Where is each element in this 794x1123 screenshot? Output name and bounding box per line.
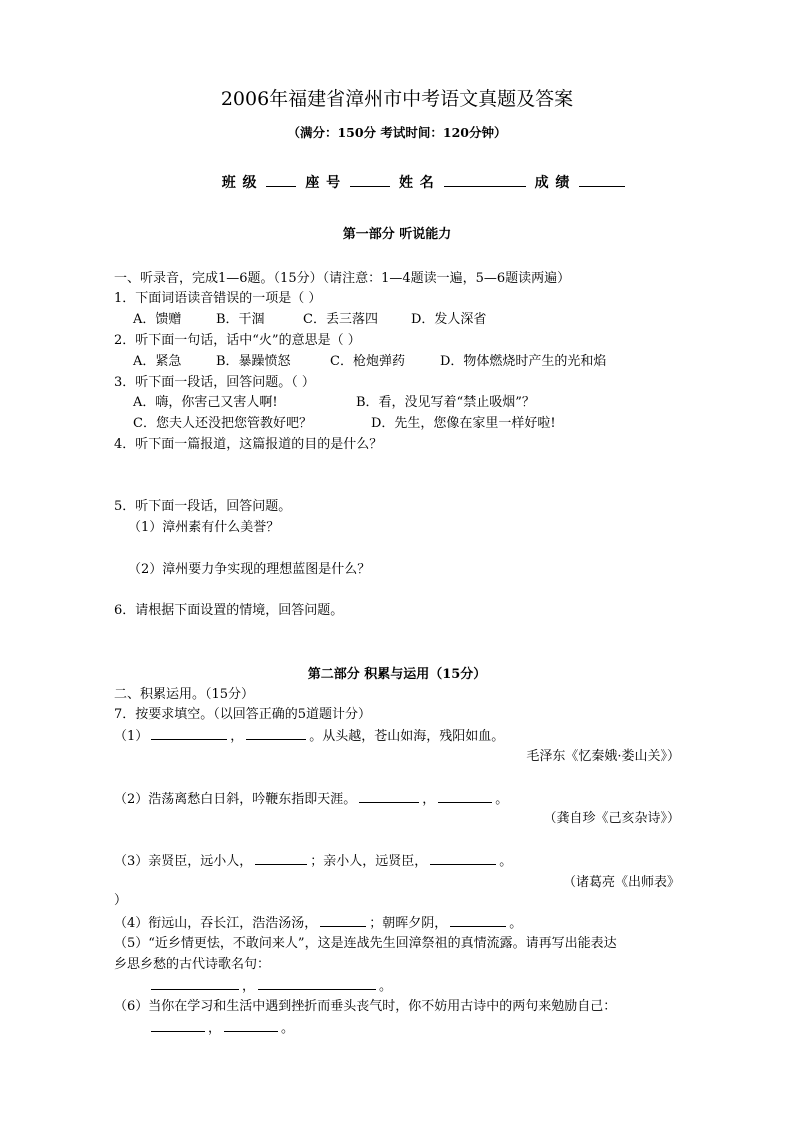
part2-heading: 第二部分 积累与运用（15分） bbox=[307, 667, 487, 682]
exam-subtitle: （满分：150分 考试时间：120分钟） bbox=[287, 125, 507, 140]
seat-label: 座 号 bbox=[305, 175, 342, 191]
q7-item-5-cont: 乡思乡愁的古代诗歌名句： bbox=[114, 957, 271, 972]
q1-option-a: A．馈赠 bbox=[133, 312, 182, 327]
q2-option-b: B．暴躁愤怒 bbox=[216, 354, 291, 369]
q1-option-c: C．丢三落四 bbox=[303, 312, 378, 327]
q7-3-source: （诸葛亮《出师表》 bbox=[562, 875, 680, 890]
part1-intro: 一、听录音，完成1—6题。（15分）（请注意：1—4题读一遍，5—6题读两遍） bbox=[114, 271, 571, 286]
q7-5-blank-b bbox=[258, 977, 376, 990]
q5-sub-1: （1）漳州素有什么美誉？ bbox=[128, 520, 280, 535]
question-6: 6．请根据下面设置的情境，回答问题。 bbox=[114, 603, 344, 618]
question-7: 7．按要求填空。（以回答正确的5道题计分） bbox=[114, 707, 372, 722]
q7-6-answer-line bbox=[148, 1019, 294, 1038]
question-1: 1．下面词语读音错误的一项是（ ） bbox=[114, 291, 322, 306]
q7-5-comma: ， bbox=[242, 979, 256, 994]
class-label: 班 级 bbox=[221, 175, 258, 191]
q7-6-comma: ， bbox=[208, 1021, 222, 1036]
question-4: 4．听下面一篇报道，这篇报道的目的是什么？ bbox=[114, 437, 383, 452]
q7-2-text: （2）浩荡离愁白日斜，吟鞭东指即天涯。 bbox=[114, 792, 357, 807]
q1-option-d: D．发人深省 bbox=[411, 312, 487, 327]
score-label: 成 绩 bbox=[534, 175, 571, 191]
page-title: 2006年福建省漳州市中考语文真题及答案 bbox=[220, 88, 574, 110]
q7-4-text-b: ；朝晖夕阴， bbox=[369, 916, 448, 931]
name-label: 姓 名 bbox=[398, 175, 435, 191]
q7-6-period: 。 bbox=[281, 1021, 295, 1036]
q7-1-blank-a bbox=[151, 727, 227, 740]
question-5: 5．听下面一段话，回答问题。 bbox=[114, 499, 292, 514]
q7-3-source-close: ） bbox=[114, 893, 128, 908]
q7-6-blank-a bbox=[151, 1019, 205, 1032]
q3-option-a: A．嗨，你害己又害人啊! bbox=[133, 395, 278, 410]
q7-2-period: 。 bbox=[495, 792, 509, 807]
q7-item-5: （5）“近乡情更怯，不敢问来人”，这是连战先生回漳祭祖的真情流露。请再写出能表达 bbox=[114, 936, 617, 951]
q2-option-a: A．紧急 bbox=[133, 354, 182, 369]
q7-item-2 bbox=[114, 790, 508, 809]
q2-option-d: D．物体燃烧时产生的光和焰 bbox=[440, 354, 607, 369]
question-3: 3．听下面一段话，回答问题。（ ） bbox=[114, 375, 315, 390]
q7-1-label: （1） bbox=[114, 729, 149, 744]
q7-item-4 bbox=[114, 914, 522, 933]
question-2: 2．听下面一句话，话中“火”的意思是（ ） bbox=[114, 333, 361, 348]
name-blank bbox=[444, 174, 526, 187]
q7-4-blank-a bbox=[320, 914, 366, 927]
q3-option-c: C．您夫人还没把您管教好吧？ bbox=[133, 416, 312, 431]
q7-1-comma: ， bbox=[230, 729, 244, 744]
q3-option-d: D．先生，您像在家里一样好啦! bbox=[371, 416, 556, 431]
q7-3-period: 。 bbox=[499, 854, 513, 869]
q7-item-3 bbox=[114, 852, 512, 871]
q7-4-blank-b bbox=[450, 914, 506, 927]
q7-5-answer-line bbox=[148, 977, 392, 996]
part1-heading: 第一部分 听说能力 bbox=[342, 227, 452, 242]
q7-5-blank-a bbox=[151, 977, 239, 990]
q1-option-b: B．干涸 bbox=[216, 312, 265, 327]
q7-2-blank-a bbox=[359, 790, 419, 803]
q3-option-b: B．看，没见写着“禁止吸烟”？ bbox=[356, 395, 535, 410]
student-info-line bbox=[0, 174, 794, 192]
q7-3-blank-a bbox=[255, 852, 307, 865]
q7-item-6: （6）当你在学习和生活中遇到挫折而垂头丧气时，你不妨用古诗中的两句来勉励自己： bbox=[114, 999, 617, 1014]
q2-option-c: C．枪炮弹药 bbox=[330, 354, 405, 369]
q7-1-text: 。从头越，苍山如海，残阳如血。 bbox=[309, 729, 505, 744]
q7-4-period: 。 bbox=[509, 916, 523, 931]
class-blank bbox=[266, 174, 296, 187]
q7-2-source: （龚自珍《己亥杂诗》） bbox=[543, 811, 680, 826]
q7-item-1 bbox=[114, 727, 504, 746]
q7-3-blank-b bbox=[430, 852, 496, 865]
q7-6-blank-b bbox=[224, 1019, 278, 1032]
part2-intro: 二、积累运用。（15分） bbox=[114, 687, 255, 702]
q7-1-source: 毛泽东《忆秦娥·娄山关》） bbox=[526, 749, 680, 764]
q7-5-period: 。 bbox=[379, 979, 393, 994]
q7-3-text-a: （3）亲贤臣，远小人， bbox=[114, 854, 253, 869]
seat-blank bbox=[350, 174, 390, 187]
score-blank bbox=[579, 174, 625, 187]
q7-3-text-b: ；亲小人，远贤臣， bbox=[310, 854, 428, 869]
q7-2-comma: ， bbox=[422, 792, 436, 807]
q7-1-blank-b bbox=[246, 727, 306, 740]
q7-4-text-a: （4）衔远山，吞长江，浩浩汤汤， bbox=[114, 916, 318, 931]
q7-2-blank-b bbox=[438, 790, 492, 803]
q5-sub-2: （2）漳州要力争实现的理想蓝图是什么？ bbox=[128, 562, 371, 577]
